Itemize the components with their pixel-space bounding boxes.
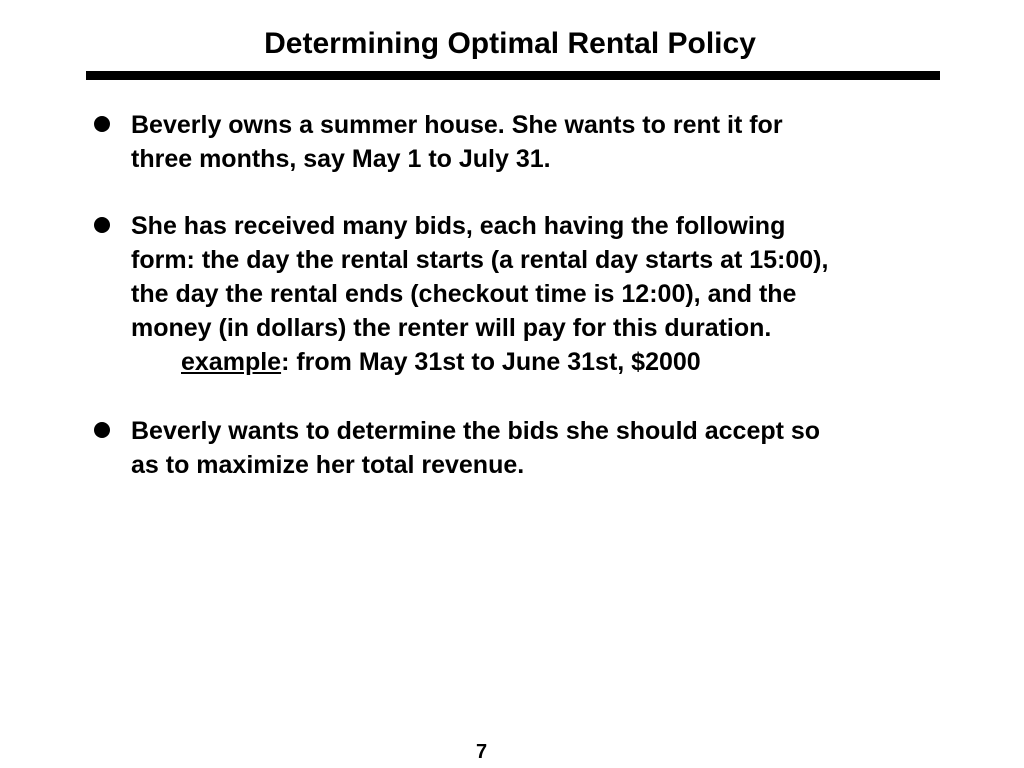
bullet-text: Beverly owns a summer house. She wants to rent it for three months, say May 1 to July 31. xyxy=(131,111,783,173)
bullet-text: Beverly wants to determine the bids she should accept so as to maximize her total revenue. xyxy=(131,417,821,479)
slide-title: Determining Optimal Rental Policy xyxy=(264,27,756,60)
title-underline-divider xyxy=(86,71,940,80)
bullet-item xyxy=(92,209,932,379)
bullet-text: She has received many bids, each having the following form: the day the rental starts (a rental day starts at 15:00), the day the rental ends (checkout time is 12:00), and the money (in dollars) the renter will pay for this duration. xyxy=(131,212,829,342)
bullet-item xyxy=(92,414,932,482)
bullet-item xyxy=(92,108,932,176)
example-label: example xyxy=(181,348,282,376)
bullet-dot-icon xyxy=(94,217,110,233)
bullet-dot-icon xyxy=(94,422,110,438)
example-line xyxy=(181,345,932,379)
page-number: 7 xyxy=(475,741,488,763)
bullet-dot-icon xyxy=(94,116,110,132)
example-text: : from May 31st to June 31st, $2000 xyxy=(281,348,701,376)
